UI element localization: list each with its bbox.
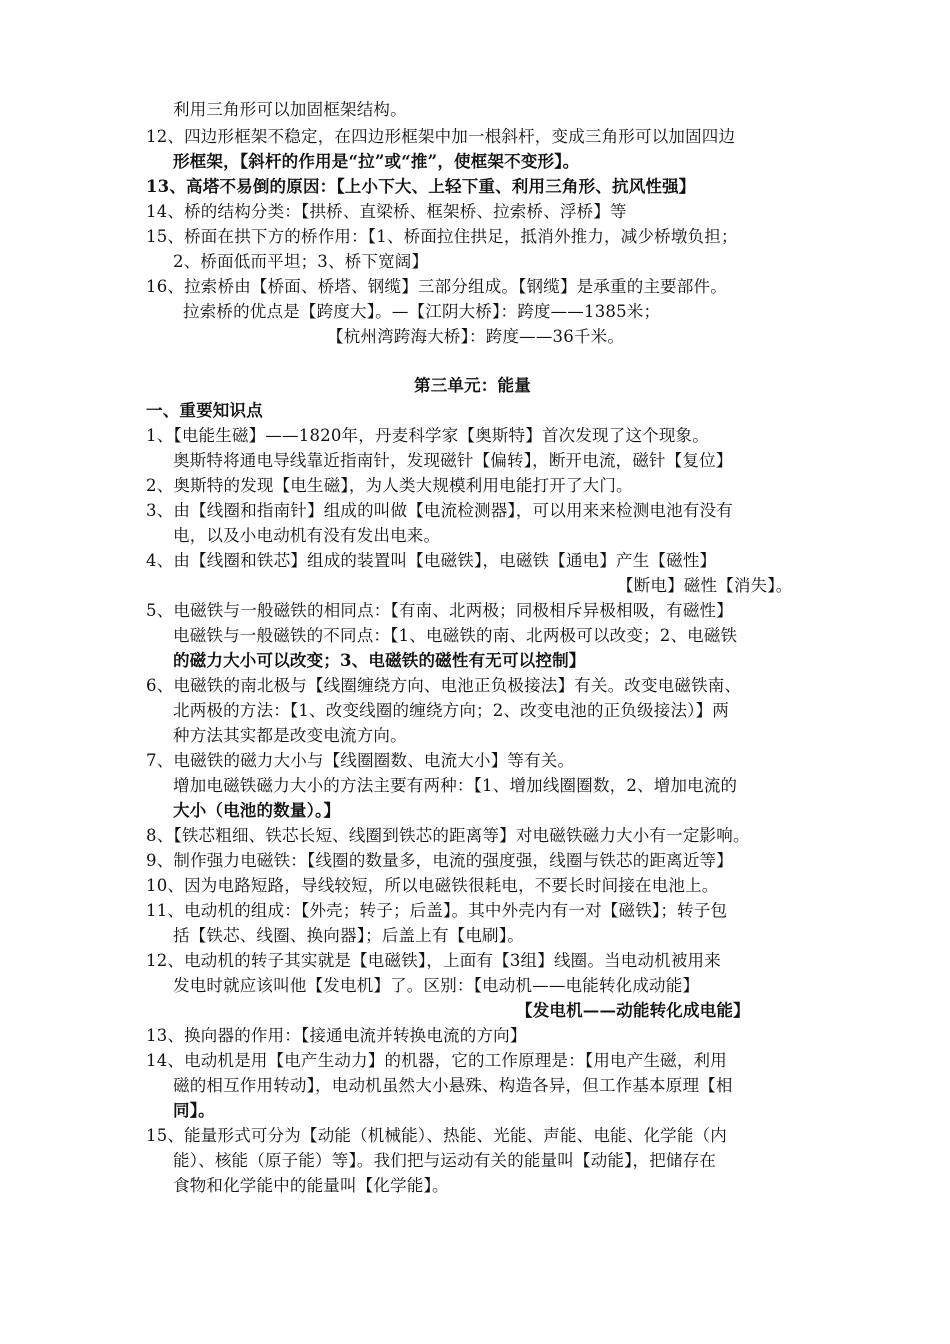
- text-line: 16、拉索桥由【桥面、桥塔、钢缆】三部分组成。【钢缆】是承重的主要部件。: [146, 277, 727, 296]
- text-line: 12、电动机的转子其实就是【电磁铁】，上面有【3组】线圈。当电动机被用来: [146, 951, 721, 970]
- text-line: 电磁铁与一般磁铁的不同点：【1、电磁铁的南、北两极可以改变；2、电磁铁: [173, 626, 738, 645]
- text-line: 括【铁芯、线圈、换向器】；后盖上有【电刷】。: [173, 926, 524, 945]
- text-line: 3、由【线圈和指南针】组成的叫做【电流检测器】，可以用来来检测电池有没有: [146, 501, 733, 520]
- text-line: 增加电磁铁磁力大小的方法主要有两种：【1、增加线圈圈数，2、增加电流的: [173, 776, 738, 795]
- text-line: 4、由【线圈和铁芯】组成的装置叫【电磁铁】，电磁铁【通电】产生【磁性】: [146, 551, 717, 570]
- text-line: 13、高塔不易倒的原因：【上小下大、上轻下重、利用三角形、抗风性强】: [146, 177, 696, 196]
- text-line: 电，以及小电动机有没有发出电来。: [173, 526, 441, 545]
- text-line: 【杭州湾跨海大桥】：跨度——36千米。: [327, 327, 625, 346]
- text-line: 10、因为电路短路，导线较短，所以电磁铁很耗电，不要长时间接在电池上。: [146, 876, 719, 895]
- text-line: 的磁力大小可以改变；3、电磁铁的磁性有无可以控制】: [173, 651, 586, 670]
- text-line: 6、电磁铁的南北极与【线圈缠绕方向、电池正负极接法】有关。改变电磁铁南、: [146, 676, 742, 695]
- text-line: 15、能量形式可分为【动能（机械能）、热能、光能、声能、电能、化学能（内: [146, 1126, 727, 1145]
- text-line: 5、电磁铁与一般磁铁的相同点：【有南、北两极；同极相斥异极相吸，有磁性】: [146, 601, 733, 620]
- text-line: 8、【铁芯粗细、铁芯长短、线圈到铁芯的距离等】对电磁铁磁力大小有一定影响。: [146, 826, 750, 845]
- text-line: 发电时就应该叫他【发电机】了。区别：【电动机——电能转化成动能】: [173, 976, 700, 995]
- text-line: 同】。: [173, 1101, 215, 1120]
- text-line: 【发电机——动能转化成电能】: [516, 1001, 750, 1020]
- text-line: 1、【电能生磁】——1820年，丹麦科学家【奥斯特】首次发现了这个现象。: [146, 426, 709, 445]
- text-line: 13、换向器的作用：【接通电流并转换电流的方向】: [146, 1026, 527, 1045]
- text-line: 拉索桥的优点是【跨度大】。—【江阴大桥】：跨度——1385米；: [183, 302, 661, 321]
- section-title: 第三单元：能量: [414, 376, 531, 395]
- text-line: 2、奥斯特的发现【电生磁】，为人类大规模利用电能打开了大门。: [146, 476, 633, 495]
- text-line: 12、四边形框架不稳定，在四边形框架中加一根斜杆，变成三角形可以加固四边: [146, 127, 736, 146]
- text-line: 北两极的方法：【1、改变线圈的缠绕方向；2、改变电池的正负级接法）】两: [173, 701, 729, 720]
- text-line: 大小（电池的数量）。】: [173, 801, 341, 820]
- text-line: 种方法其实都是改变电流方向。: [173, 726, 407, 745]
- text-line: 2、桥面低而平坦；3、桥下宽阔】: [173, 252, 429, 271]
- text-line: 食物和化学能中的能量叫【化学能】。: [173, 1176, 449, 1195]
- text-line: 形框架，【斜杆的作用是“拉”或“推”，使框架不变形】。: [173, 152, 580, 171]
- text-line: 14、电动机是用【电产生动力】的机器，它的工作原理是：【用电产生磁，利用: [146, 1051, 727, 1070]
- text-line: 磁的相互作用转动】，电动机虽然大小悬殊、构造各异，但工作基本原理【相: [173, 1076, 733, 1095]
- text-line: 14、桥的结构分类：【拱桥、直梁桥、框架桥、拉索桥、浮桥】等: [146, 202, 627, 221]
- section-heading: 一、重要知识点: [146, 401, 263, 420]
- text-line: 15、桥面在拱下方的桥作用：【1、桥面拉住拱足，抵消外推力，减少桥墩负担；: [146, 227, 738, 246]
- text-line: 7、电磁铁的磁力大小与【线圈圈数、电流大小】等有关。: [146, 751, 575, 770]
- text-line: 利用三角形可以加固框架结构。: [173, 100, 407, 119]
- text-line: 11、电动机的组成：【外壳；转子；后盖】。其中外壳内有一对【磁铁】；转子包: [146, 901, 728, 920]
- text-line: 9、制作强力电磁铁：【线圈的数量多，电流的强度强，线圈与铁芯的距离近等】: [146, 851, 733, 870]
- text-line: 奥斯特将通电导线靠近指南针，发现磁针【偏转】，断开电流，磁针【复位】: [173, 451, 733, 470]
- text-line: 能）、核能（原子能）等】。我们把与运动有关的能量叫【动能】，把储存在: [173, 1151, 717, 1170]
- text-line: 【断电】磁性【消失】。: [617, 576, 793, 595]
